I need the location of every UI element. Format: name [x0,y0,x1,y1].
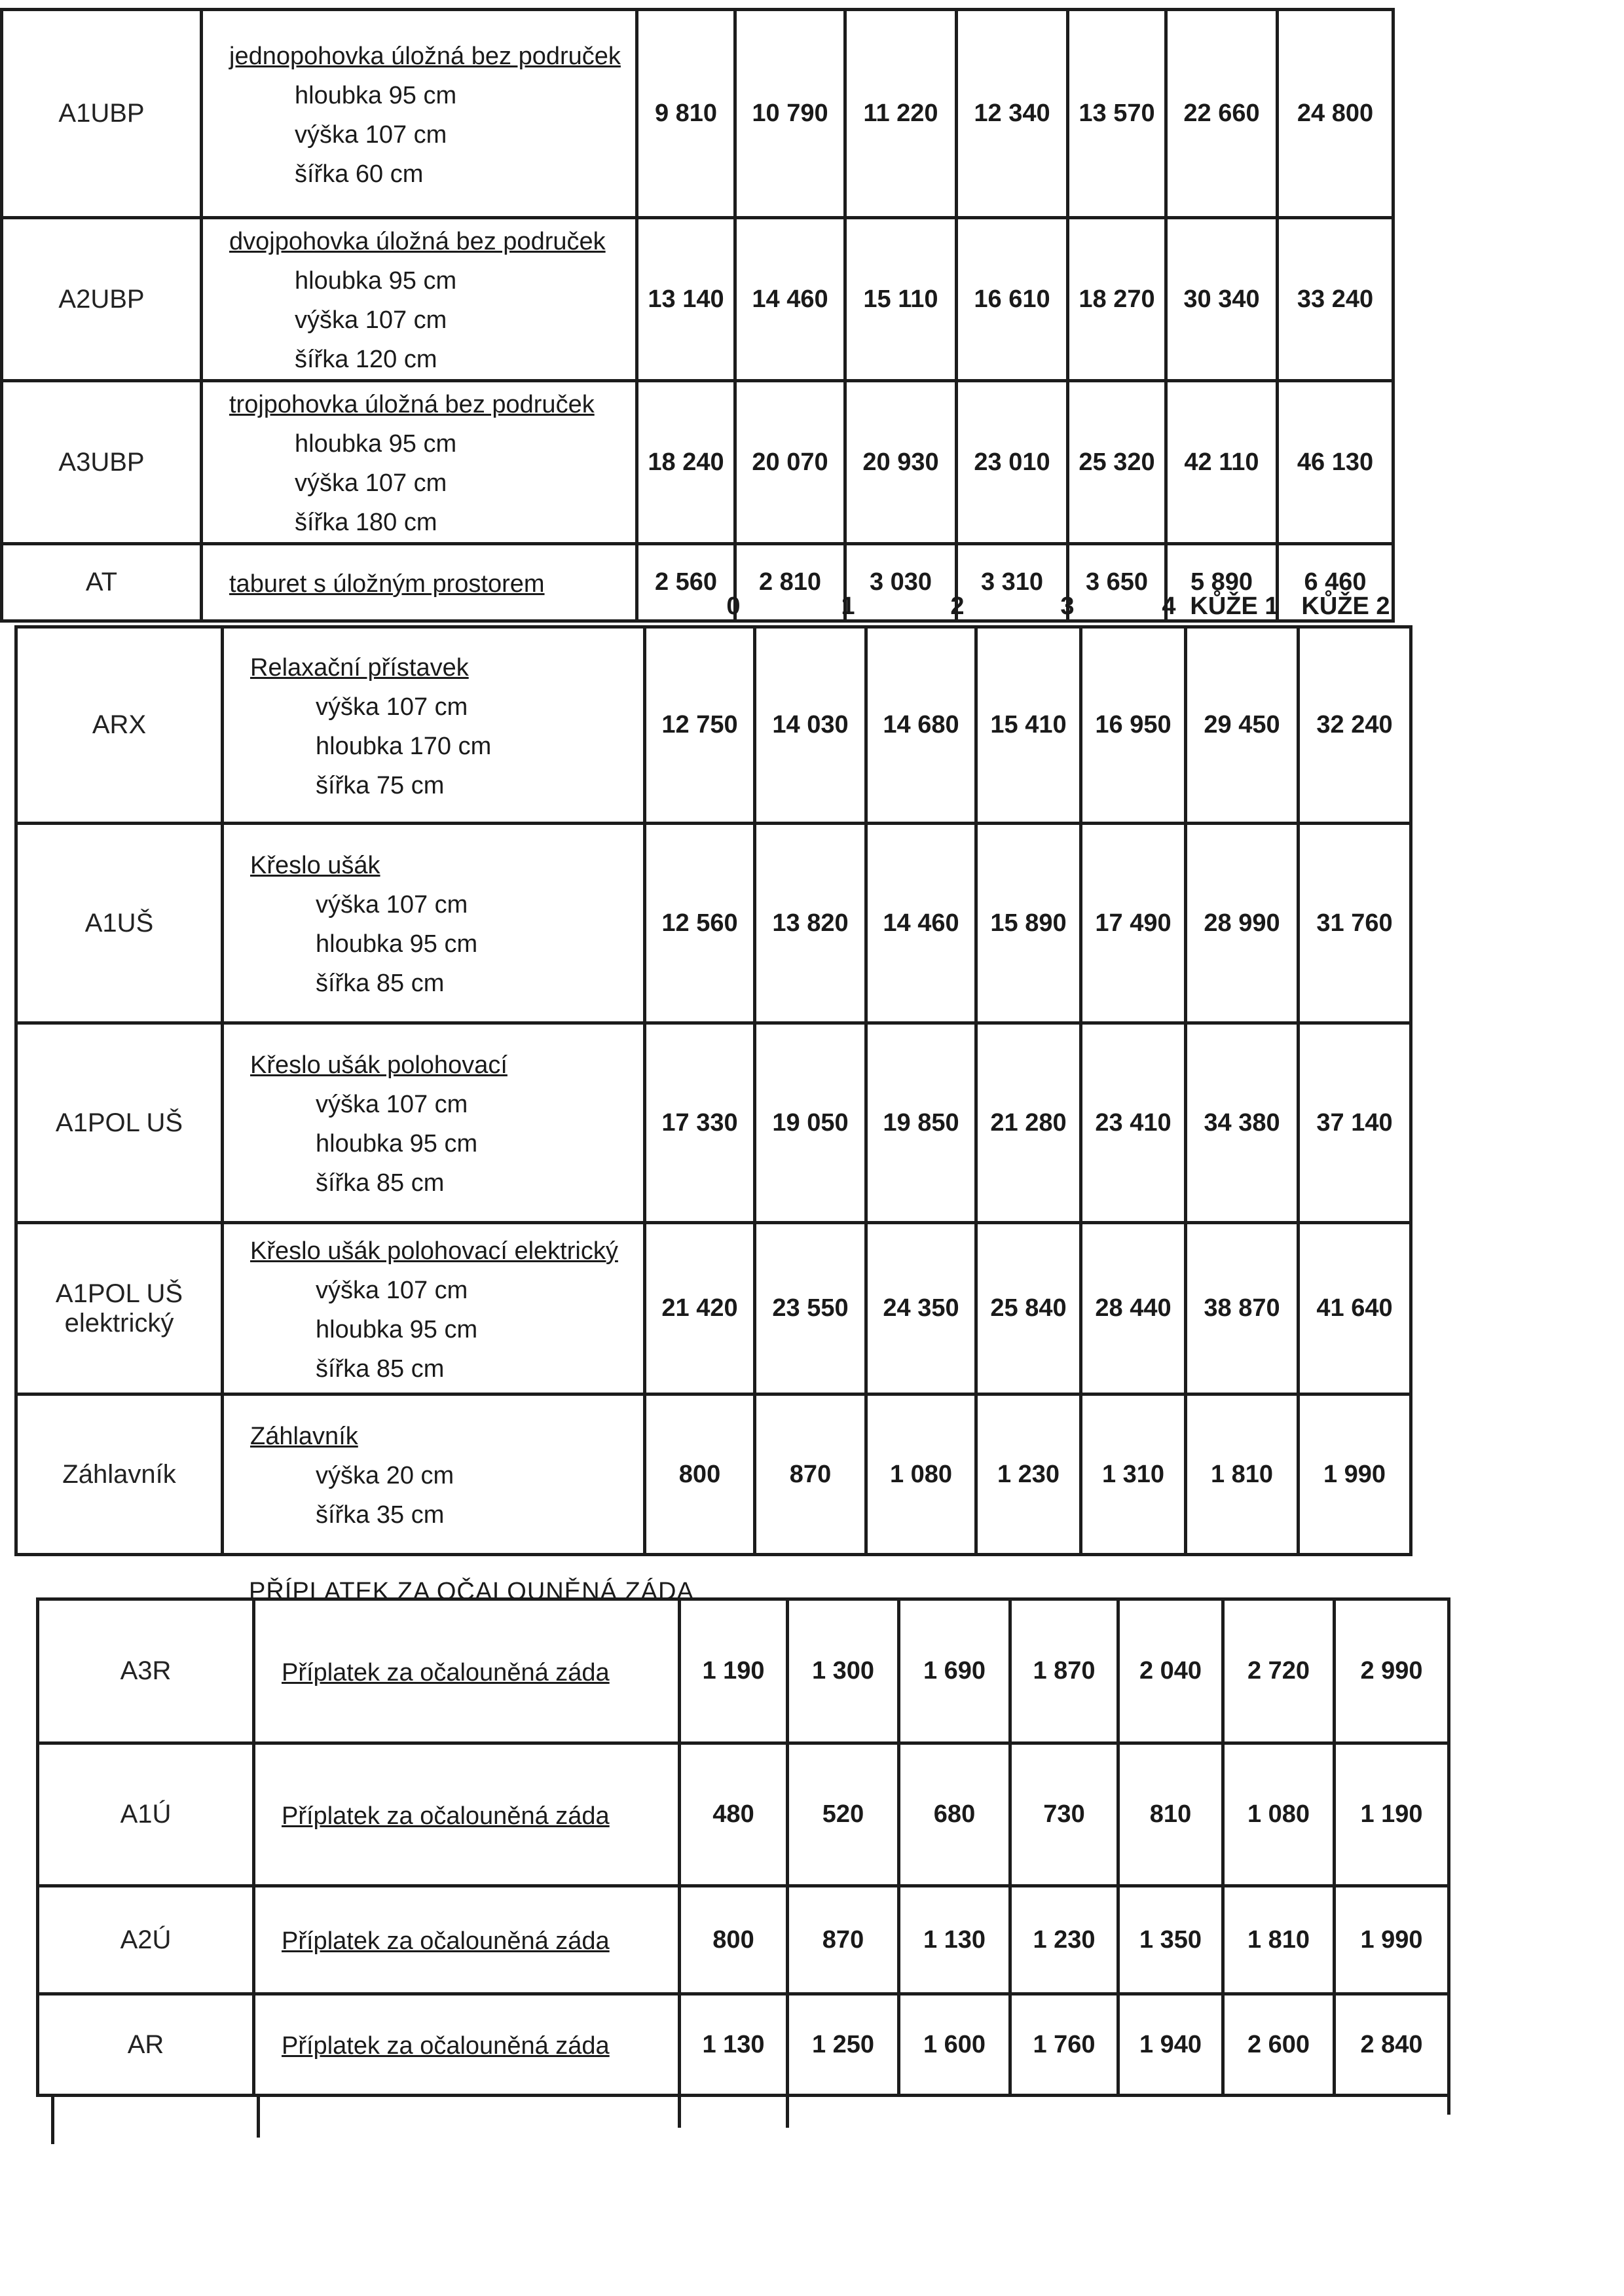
price-cell [1299,1394,1411,1555]
price-cell [735,381,845,544]
price-value: 1 940 [1139,2030,1202,2058]
table-row [16,1023,1411,1223]
price-value: 20 070 [752,448,828,476]
table-row [16,824,1411,1023]
price-value: 1 250 [811,2030,875,2058]
price-value: 33 240 [1297,285,1374,313]
price-cell [976,627,1081,824]
price-cell [755,627,866,824]
product-code: A1Ú [120,1800,172,1829]
price-value: 1 130 [702,2030,765,2058]
price-value: 1 230 [1033,1925,1096,1954]
price-cell [1186,1023,1299,1223]
product-dimension: hloubka 95 cm [316,1130,478,1157]
price-value: 1 190 [1360,1800,1423,1828]
price-value: 31 760 [1316,909,1393,937]
price-cell [1335,1599,1449,1743]
product-name: Křeslo ušák [250,852,380,879]
product-code-cell [16,627,223,824]
price-value: 28 990 [1204,909,1280,937]
price-cell [788,1886,899,1994]
product-code: A2Ú [120,1925,172,1954]
price-value: 1 350 [1139,1925,1202,1954]
price-cell [1299,824,1411,1023]
price-value: 1 230 [997,1460,1060,1488]
product-code: Záhlavník [62,1459,176,1489]
price-cell [976,1394,1081,1555]
product-name: taburet s úložným prostorem [229,570,545,598]
product-code-cell [16,1394,223,1555]
product-code-cell [2,218,202,381]
product-code: A3UBP [58,447,145,477]
price-cell [1186,824,1299,1023]
price-cell [1166,218,1278,381]
price-value: 1 990 [1360,1925,1423,1954]
price-cell [1223,1599,1335,1743]
section-title: PŘÍPLATEK ZA OČALOUNĚNÁ ZÁDA [249,1578,694,1605]
price-cell [1010,1743,1118,1886]
product-name: jednopohovka úložná bez područek [229,42,621,70]
product-code: A3R [120,1656,172,1685]
price-value: 16 610 [974,285,1050,313]
price-cell [1186,1223,1299,1394]
price-value: 18 270 [1079,285,1155,313]
price-value: 34 380 [1204,1108,1280,1137]
price-cell [645,1223,755,1394]
price-value: 1 810 [1247,1925,1310,1954]
price-cell [645,824,755,1023]
price-cell [637,381,735,544]
table-row [38,1599,1449,1743]
price-cell [866,1223,976,1394]
price-table-surcharges [36,1597,1450,2097]
price-value: 3 650 [1085,568,1149,596]
price-cell [1335,1994,1449,2096]
price-value: 16 950 [1095,711,1172,738]
product-name: Záhlavník [250,1423,358,1450]
price-cell [899,1599,1010,1743]
column-header: 0 [726,592,741,620]
price-cell [637,10,735,218]
price-value: 1 080 [889,1460,953,1488]
table-border-stub [786,2095,789,2128]
product-dimension: hloubka 95 cm [295,81,457,109]
price-cell [1299,1223,1411,1394]
price-cell [1118,1994,1223,2096]
price-value: 6 460 [1304,568,1367,596]
product-code: AT [85,568,118,596]
product-code: A1UŠ [84,908,154,938]
price-value: 2 560 [654,568,718,596]
price-value: 41 640 [1316,1294,1393,1322]
price-value: 13 140 [648,285,724,313]
price-value: 28 440 [1095,1294,1172,1322]
price-cell [1166,381,1278,544]
product-dimension: výška 107 cm [316,1276,468,1304]
product-name: Příplatek za očalouněná záda [282,2032,610,2060]
price-value: 17 330 [661,1108,738,1137]
product-name: Příplatek za očalouněná záda [282,1927,610,1955]
price-cell [1081,627,1186,824]
price-value: 800 [678,1460,721,1488]
product-code-cell [38,1886,254,1994]
price-cell [680,1743,788,1886]
price-value: 810 [1149,1800,1192,1828]
product-code: A2UBP [58,284,145,314]
price-cell [866,1394,976,1555]
product-code: A1UBP [58,99,145,128]
price-cell [1223,1886,1335,1994]
product-dimension: hloubka 95 cm [316,930,478,958]
price-value: 870 [822,1925,864,1954]
product-dimension: výška 107 cm [316,891,468,919]
product-code-cell [2,544,202,621]
product-description-cell [202,10,637,218]
table-row [16,1394,1411,1555]
price-value: 32 240 [1316,711,1393,738]
table-row [16,627,1411,824]
product-description-cell [223,1223,645,1394]
product-name: Příplatek za očalouněná záda [282,1658,610,1686]
product-dimension: hloubka 95 cm [295,430,457,458]
price-value: 1 760 [1033,2030,1096,2058]
price-cell [755,1023,866,1223]
product-code: AR [127,2030,164,2059]
product-code: ARX [92,710,147,739]
price-cell [976,1223,1081,1394]
table-row [38,1743,1449,1886]
price-cell [1223,1994,1335,2096]
product-description-cell [254,1599,680,1743]
product-code-suffix: elektrický [64,1308,174,1338]
price-value: 680 [933,1800,976,1828]
table-row [38,1994,1449,2096]
product-code-cell [16,824,223,1023]
price-value: 2 840 [1360,2030,1423,2058]
product-name: Křeslo ušák polohovací [250,1051,507,1079]
price-cell [899,1886,1010,1994]
price-value: 14 460 [883,909,959,937]
price-value: 29 450 [1204,711,1280,738]
product-dimension: výška 107 cm [295,120,447,149]
price-value: 480 [712,1800,754,1828]
product-dimension: výška 107 cm [316,1091,468,1118]
price-value: 37 140 [1316,1108,1393,1137]
table-border-stub [51,2095,54,2144]
price-value: 15 890 [990,909,1067,937]
price-value: 3 030 [869,568,932,596]
product-code-cell [38,1994,254,2096]
product-code-cell [2,10,202,218]
price-value: 25 840 [990,1294,1067,1322]
product-dimension: šířka 180 cm [295,509,437,536]
price-cell [866,824,976,1023]
price-cell [1335,1743,1449,1886]
price-value: 13 820 [772,909,849,937]
price-cell [1010,1599,1118,1743]
price-cell [755,1394,866,1555]
price-cell [645,627,755,824]
table-border-stub [1447,2095,1450,2115]
price-value: 38 870 [1204,1294,1280,1322]
price-cell [645,1394,755,1555]
price-cell [680,1599,788,1743]
price-value: 2 990 [1360,1657,1423,1685]
price-value: 14 460 [752,285,828,313]
price-value: 870 [789,1460,832,1488]
price-value: 11 220 [863,100,938,127]
price-cell [1068,381,1166,544]
price-cell [735,10,845,218]
column-header: KŮŽE 2 [1301,592,1390,620]
price-cell [957,10,1068,218]
product-description-cell [223,824,645,1023]
price-cell [1223,1743,1335,1886]
price-cell [1068,10,1166,218]
product-dimension: šířka 85 cm [316,970,445,997]
product-dimension: šířka 85 cm [316,1355,445,1383]
price-value: 1 190 [702,1657,765,1685]
price-value: 18 240 [648,448,724,476]
price-value: 23 550 [772,1294,849,1322]
product-description-cell [202,381,637,544]
product-code-cell [38,1599,254,1743]
price-value: 1 870 [1033,1657,1096,1685]
price-cell [755,1223,866,1394]
product-dimension: hloubka 95 cm [316,1315,478,1343]
product-dimension: hloubka 95 cm [295,267,457,295]
price-cell [1081,1223,1186,1394]
product-description-cell [254,1994,680,2096]
price-value: 2 810 [758,568,822,596]
price-value: 1 080 [1247,1800,1310,1828]
price-cell [1118,1743,1223,1886]
product-dimension: výška 20 cm [316,1462,454,1489]
price-value: 46 130 [1297,448,1374,476]
price-value: 10 790 [752,100,828,127]
price-value: 30 340 [1183,285,1260,313]
price-value: 23 410 [1095,1108,1172,1137]
product-dimension: výška 107 cm [295,306,447,334]
price-cell [637,218,735,381]
price-value: 15 410 [990,711,1067,738]
price-value: 1 810 [1210,1460,1274,1488]
price-cell [788,1743,899,1886]
price-cell [1010,1994,1118,2096]
price-table-armchairs [14,625,1412,1556]
price-value: 24 800 [1297,100,1374,127]
product-code-cell [2,381,202,544]
price-value: 42 110 [1184,448,1259,476]
product-code: A1POL UŠ [55,1279,183,1308]
price-cell [845,10,957,218]
price-value: 20 930 [862,448,939,476]
price-value: 15 110 [863,285,938,313]
price-cell [1278,218,1393,381]
price-value: 13 570 [1079,100,1155,127]
price-value: 19 850 [883,1108,959,1137]
price-cell [1118,1886,1223,1994]
price-cell [976,1023,1081,1223]
table-border-stub [678,2095,681,2128]
price-cell [1010,1886,1118,1994]
price-cell [788,1599,899,1743]
product-description-cell [223,1023,645,1223]
price-value: 1 300 [811,1657,875,1685]
price-value: 730 [1043,1800,1085,1828]
price-value: 3 310 [980,568,1044,596]
price-table-sofas [0,8,1395,623]
price-cell [1081,824,1186,1023]
product-name: trojpohovka úložná bez područek [229,391,595,418]
price-cell [1186,627,1299,824]
price-cell [1166,10,1278,218]
price-cell [1299,627,1411,824]
product-dimension: šířka 75 cm [316,771,445,799]
table-row [16,1223,1411,1394]
price-cell [645,1023,755,1223]
table-row [2,544,1393,621]
price-cell [680,1994,788,2096]
column-header: 4 [1162,592,1176,620]
product-dimension: šířka 85 cm [316,1169,445,1197]
product-name: dvojpohovka úložná bez područek [229,228,606,255]
price-cell [755,824,866,1023]
price-value: 14 680 [883,711,959,738]
price-cell [1068,218,1166,381]
price-value: 1 130 [923,1925,986,1954]
price-cell [845,381,957,544]
price-cell [735,218,845,381]
price-cell [899,1994,1010,2096]
price-value: 23 010 [974,448,1050,476]
price-value: 2 600 [1247,2030,1310,2058]
table-row [2,218,1393,381]
price-value: 25 320 [1079,448,1155,476]
price-value: 22 660 [1183,100,1260,127]
product-description-cell [223,1394,645,1555]
product-code-cell [16,1023,223,1223]
price-cell [1118,1599,1223,1743]
price-cell [1335,1886,1449,1994]
product-code-cell [38,1743,254,1886]
product-dimension: hloubka 170 cm [316,732,492,760]
price-value: 2 040 [1139,1657,1202,1685]
price-cell [866,627,976,824]
price-value: 17 490 [1095,909,1172,937]
price-value: 21 420 [661,1294,738,1322]
product-description-cell [202,218,637,381]
price-cell [788,1994,899,2096]
price-value: 12 340 [974,100,1050,127]
column-header: 1 [841,592,855,620]
price-value: 1 990 [1323,1460,1386,1488]
product-description-cell [254,1886,680,1994]
column-header: KŮŽE 1 [1190,592,1279,620]
price-cell [1081,1023,1186,1223]
price-value: 12 750 [661,711,738,738]
product-dimension: výška 107 cm [295,469,447,497]
product-dimension: šířka 35 cm [316,1501,445,1529]
product-code: A1POL UŠ [55,1108,183,1137]
product-code-cell [16,1223,223,1394]
price-value: 520 [822,1800,864,1828]
price-value: 1 600 [923,2030,986,2058]
table-row [2,381,1393,544]
price-cell [976,824,1081,1023]
price-value: 19 050 [772,1108,849,1137]
price-cell [866,1023,976,1223]
price-cell [1186,1394,1299,1555]
price-value: 1 310 [1101,1460,1165,1488]
table-row [2,10,1393,218]
price-value: 5 890 [1190,568,1253,596]
product-name: Relaxační přístavek [250,653,469,682]
price-cell [680,1886,788,1994]
table-row [38,1886,1449,1994]
price-value: 2 720 [1247,1657,1310,1685]
product-description-cell [254,1743,680,1886]
price-cell [1081,1394,1186,1555]
column-header: 3 [1060,592,1075,620]
product-description-cell [223,627,645,824]
product-dimension: šířka 120 cm [295,346,437,373]
price-value: 9 810 [654,100,718,127]
price-cell [957,218,1068,381]
price-value: 1 690 [923,1657,986,1685]
column-header: 2 [950,592,965,620]
price-value: 21 280 [990,1108,1067,1137]
price-cell [1278,381,1393,544]
price-value: 24 350 [883,1294,959,1322]
price-cell [899,1743,1010,1886]
product-name: Křeslo ušák polohovací elektrický [250,1237,618,1265]
price-value: 800 [712,1925,754,1954]
price-cell [1278,10,1393,218]
product-dimension: výška 107 cm [316,693,468,721]
price-value: 14 030 [772,711,849,738]
price-cell [1299,1023,1411,1223]
price-cell [845,218,957,381]
price-value: 12 560 [661,909,738,937]
product-dimension: šířka 60 cm [295,160,424,188]
table-border-stub [257,2095,260,2138]
price-cell [957,381,1068,544]
product-description-cell [202,544,637,621]
product-name: Příplatek za očalouněná záda [282,1802,610,1830]
